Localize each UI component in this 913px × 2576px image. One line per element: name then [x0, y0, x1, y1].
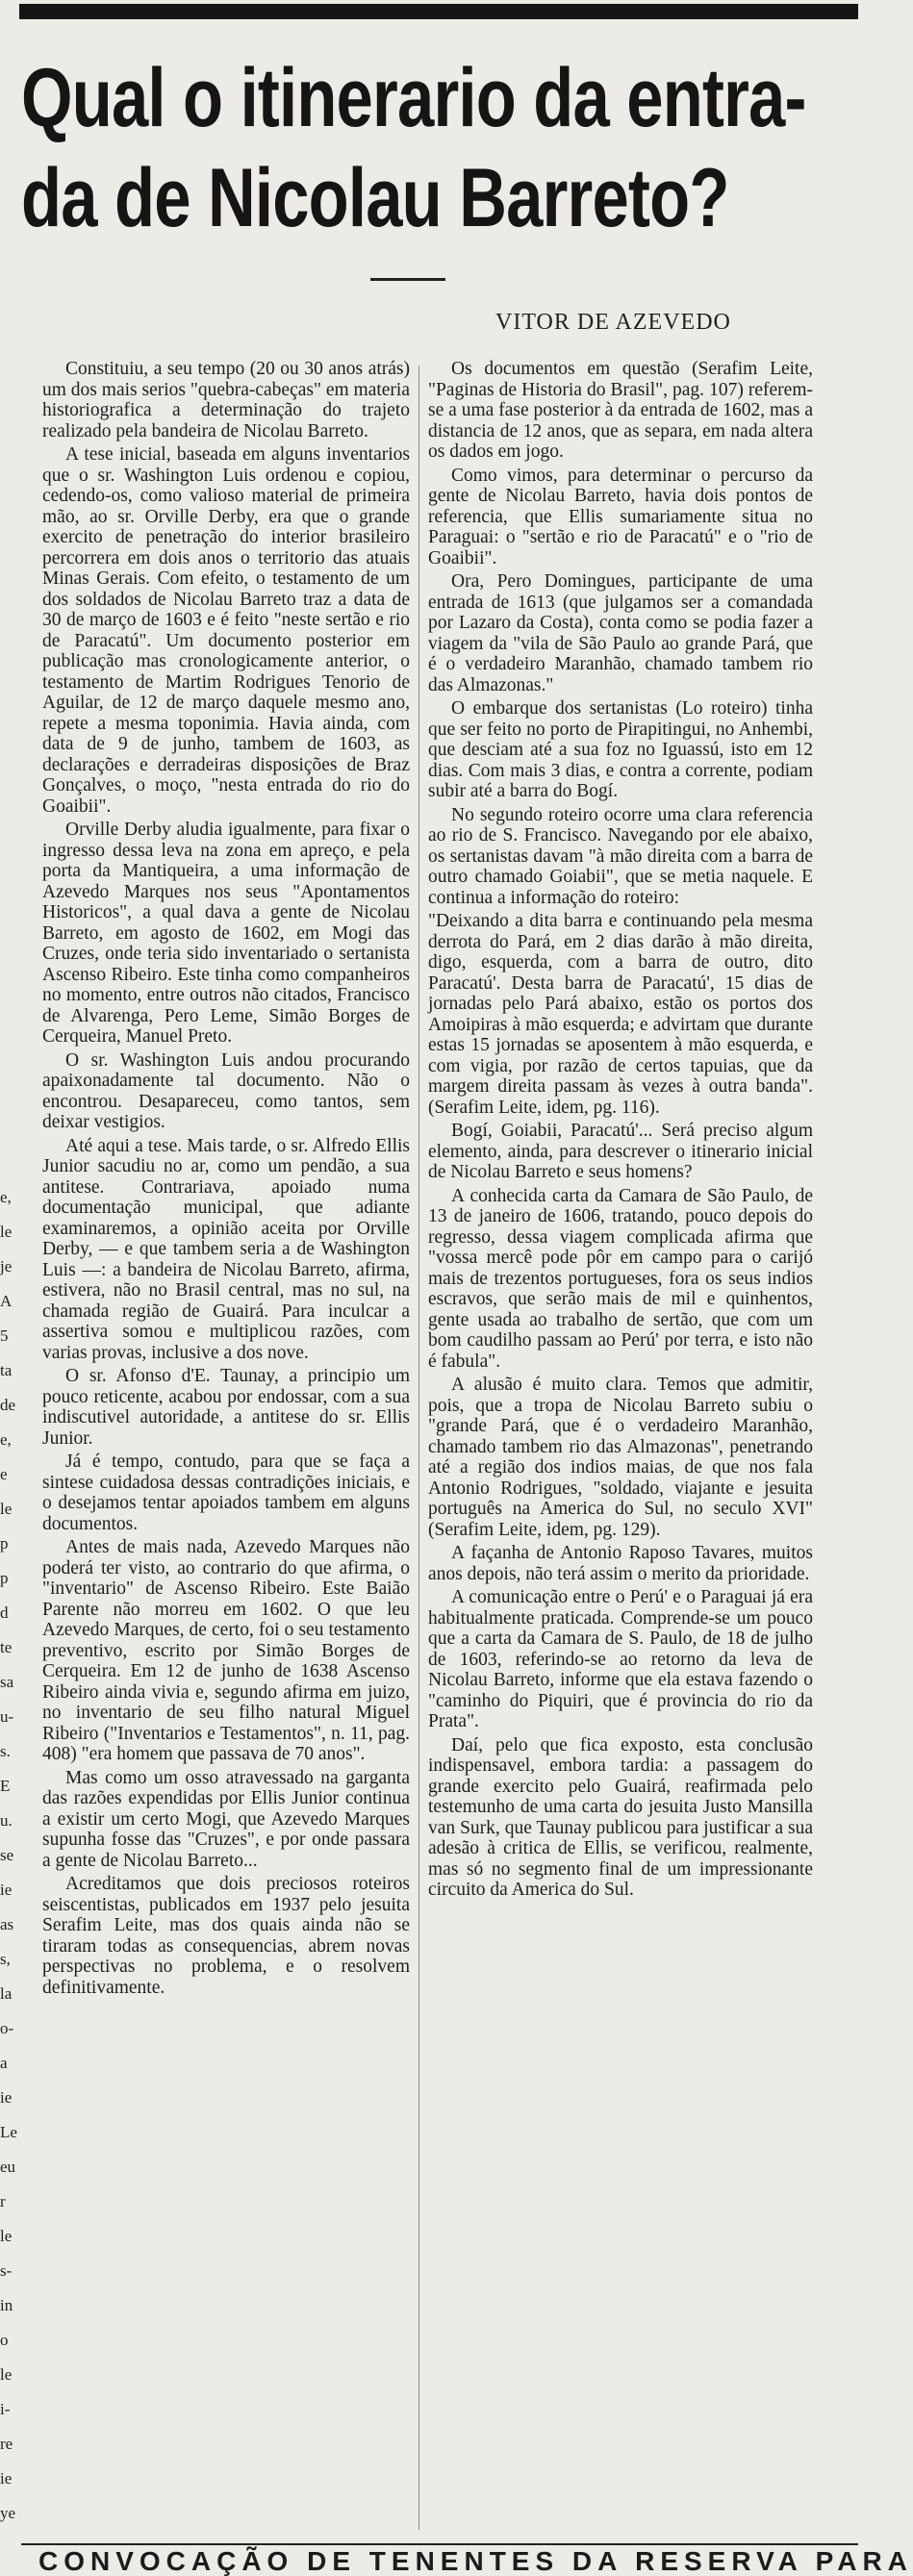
paragraph: A alusão é muito clara. Temos que admitir, pois, que a tropa de Nicolau Barreto subiu o "grande Pará, que é o verdadeiro Maranhão, chamado tambem rio das Almazonas", penetrando até a região dos indios maias, de que nos fala Antonio Rodrigues, "soldado, viajante e jesuita português na America do Sul, no seculo XVI" (Serafim Leite, idem, pg. 129).: [428, 1375, 813, 1540]
margin-fragment: le: [0, 2365, 13, 2384]
paragraph: O sr. Afonso d'E. Taunay, a principio um pouco reticente, acabou por endossar, com a sua indiscutivel autoridade, a antitese do sr. Ellis Junior.: [42, 1366, 410, 1449]
paragraph: A comunicação entre o Perú' e o Paraguai já era habitualmente praticada. Comprende-se um pouco que a carta da Camara de S. Paulo, de 18 de julho de 1603, referindo-se ao retorno da leva de Nicolau Barreto, informe que ela estava fazendo o "caminho do Piquiri, que é provincia do rio da Prata".: [428, 1587, 813, 1731]
column-divider: [418, 366, 419, 2530]
paragraph: Antes de mais nada, Azevedo Marques não poderá ter visto, ao contrario do que afirma, o "inventario" de Ascenso Ribeiro. Este Baião Parente não morreu em 1602. O que leu Azevedo Marques, de certo, foi o seu testamento preventivo, escrito por Simão Borges de Cerqueira. Em 12 de junho de 1638 Ascenso Ribeiro ainda vivia e, segundo afirma em juizo, no inventario de seu filho natural Miguel Ribeiro ("Inventarios e Testamentos", n. 11, pag. 408) "era homem que passava de 70 anos".: [42, 1537, 410, 1764]
margin-fragment: s,: [0, 1950, 11, 1968]
margin-fragment: ta: [0, 1361, 13, 1379]
paragraph: Ora, Pero Domingues, participante de uma entrada de 1613 (que julgamos ser a comandada por Lazaro da Costa), conta como se podia fazer a viagem da "vila de São Paulo ao grande Pará, que é o verdadeiro Maranhão, chamado tambem rio das Almazonas.": [428, 571, 813, 695]
author-byline: VITOR DE AZEVEDO: [495, 310, 731, 335]
margin-fragment: E: [0, 1777, 11, 1795]
margin-fragment: r: [0, 2192, 6, 2210]
paragraph: Constituiu, a seu tempo (20 ou 30 anos atrás) um dos mais serios "quebra-cabeças" em materia historiografica a determinação do trajeto realizado pela bandeira de Nicolau Barreto.: [42, 359, 410, 442]
margin-fragment: e: [0, 1465, 8, 1483]
margin-fragment: de: [0, 1396, 16, 1414]
margin-fragment: p: [0, 1569, 9, 1587]
margin-fragment: u-: [0, 1707, 14, 1726]
margin-fragment: a: [0, 2054, 8, 2072]
margin-fragment: o-: [0, 2019, 14, 2037]
margin-fragment: le: [0, 1500, 13, 1518]
margin-fragment: o: [0, 2331, 9, 2349]
top-rule: [19, 4, 858, 19]
margin-fragment: e,: [0, 1430, 12, 1449]
margin-fragment: eu: [0, 2158, 16, 2176]
paragraph: O embarque dos sertanistas (Lo roteiro) tinha que ser feito no porto de Pirapitingui, no Anhembi, que desciam até a sua foz no Iguassú, isto em 12 dias. Com mais 3 dias, e contra a corrente, podiam subir até a barra do Bogí.: [428, 698, 813, 801]
margin-fragment: u.: [0, 1811, 13, 1830]
paragraph: Como vimos, para determinar o percurso da gente de Nicolau Barreto, havia dois pontos de referencia, que Ellis sumariamente situa no Paraguai: o "sertão e rio de Paracatú" e o "rio de Goaibii".: [428, 465, 813, 568]
paragraph: Já é tempo, contudo, para que se faça a sintese cuidadosa dessas contradições iniciais, e o desejamos tentar apoiados tambem em alguns documentos.: [42, 1452, 410, 1534]
paragraph: Mas como um osso atravessado na garganta das razões expendidas por Ellis Junior continua a existir um certo Mogi, que Azevedo Marques supunha fosse das "Cruzes", e por onde passara a gente de Nicolau Barreto...: [42, 1767, 410, 1871]
margin-fragment: s.: [0, 1742, 11, 1760]
paragraph: Daí, pelo que fica exposto, esta conclusão indispensavel, embora tardia: a passagem do grande exercito pelo Guairá, reafirmada pelo testemunho de uma carta do jesuita Justo Mansilla van Surk, que Taunay publicou para justificar a sua adesão à critica de Ellis, se verificou, realmente, mas só no segmento final de um impressionante circuito da America do Sul.: [428, 1734, 813, 1900]
headline-line-2: da de Nicolau Barreto?: [21, 152, 729, 244]
margin-fragment: le: [0, 2227, 13, 2245]
margin-fragment: as: [0, 1915, 14, 1933]
margin-fragment: je: [0, 1257, 13, 1275]
margin-fragment: 5: [0, 1326, 9, 1345]
paragraph: Até aqui a tese. Mais tarde, o sr. Alfredo Ellis Junior sacudiu no ar, como um pendão, a sua antitese. Contrariava, apoiado numa documentação municipal, que adiante examinaremos, a opinião aceita por Orville Derby, — e que tambem seria a de Washington Luis —: a bandeira de Nicolau Barreto, afirma, estivera, não no Brasil central, mas no sul, na chamada região de Guairá. Para inculcar a assertiva somou e multiplicou razões, com varias provas, inclusive a dos nove.: [42, 1135, 410, 1363]
article-column-left: [42, 359, 410, 2001]
paragraph: A façanha de Antonio Raposo Tavares, muitos anos depois, não terá assim o merito da prioridade.: [428, 1543, 813, 1584]
paragraph: O sr. Washington Luis andou procurando apaixonadamente tal documento. Não o encontrou. Desapareceu, como tantos, sem deixar vestigios.: [42, 1049, 410, 1132]
paragraph: "Deixando a dita barra e continuando pela mesma derrota do Pará, em 2 dias darão à mão direita, digo, esquerda, com a barra de outro, dito Paracatú'. Desta barra de Paracatú', 15 dias de jornadas pelo Pará abaixo, estão os portos dos Amoipiras à mão esquerda; e advirtam que durante estas 15 jornadas se aposentem à mão esquerda, e com vigia, por razão de certos tapuias, que da margem direita passam às vezes à outra banda". (Serafim Leite, idem, pg. 116).: [428, 911, 813, 1118]
margin-fragment: p: [0, 1534, 9, 1553]
margin-fragment: A: [0, 1292, 13, 1310]
next-article-headline: CONVOCAÇÃO DE TENENTES DA RESERVA PARA: [38, 2546, 913, 2576]
margin-fragment: s-: [0, 2261, 13, 2280]
margin-fragment: la: [0, 1984, 13, 2003]
margin-fragment: in: [0, 2296, 13, 2314]
margin-fragment: le: [0, 1223, 13, 1241]
margin-fragment: Le: [0, 2123, 17, 2141]
headline-line-1: Qual o itinerario da entra-: [21, 52, 806, 144]
paragraph: Acreditamos que dois preciosos roteiros seiscentistas, publicados em 1937 pelo jesuita Serafim Leite, mas dos quais ainda não se tiraram todas as consequencias, abrem novas perspectivas no problema, e o resolvem definitivamente.: [42, 1874, 410, 1998]
paragraph: Orville Derby aludia igualmente, para fixar o ingresso dessa leva na zona em apreço, e pela porta da Mantiqueira, a uma informação de Azevedo Marques nos seus "Apontamentos Historicos", a qual dava a gente de Nicolau Barreto, em agosto de 1602, em Mogi das Cruzes, onde teria sido inventariado o sertanista Ascenso Ribeiro. Este tinha como companheiros no momento, entre outros não citados, Francisco de Alvarenga, Pero Leme, Simão Borges de Cerqueira, Manuel Preto.: [42, 820, 410, 1047]
adjacent-column-fragments: [0, 1188, 21, 2559]
margin-fragment: re: [0, 2435, 13, 2453]
paragraph: A tese inicial, baseada em alguns inventarios que o sr. Washington Luis ordenou e copiou, cedendo-os, como valioso material de primeira mão, ao sr. Orville Derby, era que o grande exercito de penetração do interior brasileiro percorrera em dois anos o territorio das atuais Minas Gerais. Com efeito, o testamento de um dos soldados de Nicolau Barreto traz a data de 30 de março de 1603 e é feito "neste sertão e rio de Paracatú". Um documento posterior em publicação mas cronologicamente anterior, o testamento de Martim Rodrigues Tenorio de Aguilar, de 12 de março daquele mesmo ano, repete a mesma toponimia. Havia ainda, com data de 9 de junho, tambem de 1603, as declarações e derradeiras disposições de Braz Gonçalves, o moço, "nesta entrada do rio do Goaibii".: [42, 444, 410, 817]
margin-fragment: e,: [0, 1188, 12, 1206]
margin-fragment: ye: [0, 2504, 16, 2522]
margin-fragment: te: [0, 1638, 13, 1656]
margin-fragment: ie: [0, 1881, 13, 1899]
margin-fragment: d: [0, 1604, 9, 1622]
headline-divider: [370, 278, 445, 281]
paragraph: A conhecida carta da Camara de São Paulo, de 13 de janeiro de 1606, tratando, pouco depois do regresso, dessa viagem complicada afirma que "vossa mercê pode pôr em campo para o carijó mais de trezentos portugueses, fora os seus indios escravos, que serão mais de mil e quinhentos, gente usada ao trabalho de sertão, que com um bom caudilho passam ao Perú' por terra, e isto não é fabula".: [428, 1185, 813, 1372]
article-column-right: [428, 359, 813, 1904]
margin-fragment: i-: [0, 2400, 11, 2418]
paragraph: Os documentos em questão (Serafim Leite, "Paginas de Historia do Brasil", pag. 107) referem-se a uma fase posterior à da entrada de 1602, mas a distancia de 12 anos, que as separa, em nada altera os dados em jogo.: [428, 359, 813, 462]
bottom-rule: [21, 2543, 858, 2545]
paragraph: Bogí, Goiabii, Paracatú'... Será preciso algum elemento, ainda, para descrever o itinerario inicial de Nicolau Barreto e seus homens?: [428, 1121, 813, 1182]
margin-fragment: ie: [0, 2088, 13, 2107]
margin-fragment: se: [0, 1846, 14, 1864]
margin-fragment: ie: [0, 2469, 13, 2488]
article-headline: [21, 48, 858, 248]
paragraph: No segundo roteiro ocorre uma clara referencia ao rio de S. Francisco. Navegando por ele abaixo, os sertanistas davam "à mão direita com a barra de outro chamado Goiabii", que se metia naquele. E continua a informação do roteiro:: [428, 804, 813, 908]
margin-fragment: sa: [0, 1673, 14, 1691]
